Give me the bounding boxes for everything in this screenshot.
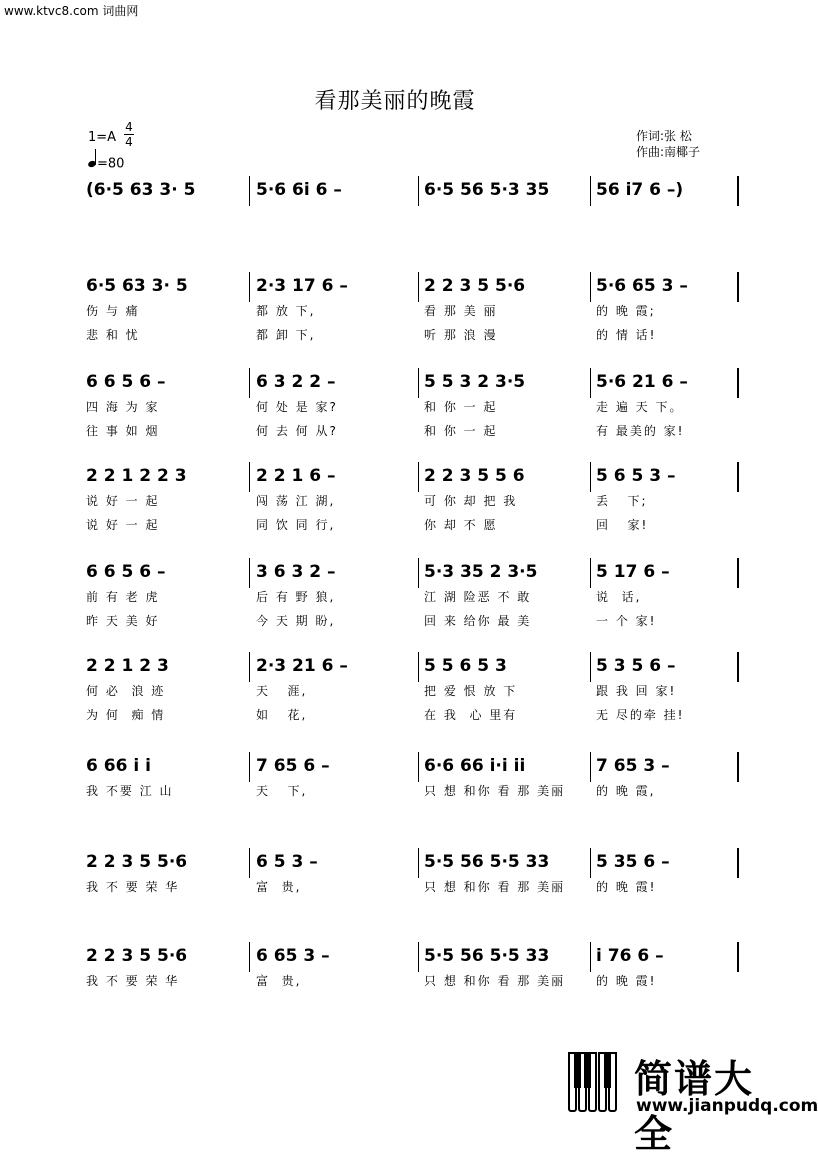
lyric-text: 听 那 浪 漫: [424, 328, 498, 342]
lyric-text: 我 不要 江 山: [86, 784, 174, 798]
barline: [418, 752, 419, 782]
measure-notes: 6 66 i i: [86, 756, 151, 776]
lyric-text: 和 你 一 起: [424, 424, 498, 438]
lyric-text: 前 有 老 虎: [86, 590, 160, 604]
barline: [737, 652, 739, 682]
time-signature-top: 4: [125, 120, 133, 134]
measure-notes: 6 5 3 –: [256, 852, 318, 872]
barline: [590, 848, 591, 878]
barline: [590, 368, 591, 398]
measure-notes: 5·5 56 5·5 33: [424, 852, 550, 872]
barline: [737, 752, 739, 782]
measure-notes: 2·3 21 6 –: [256, 656, 348, 676]
brand-url: www.jianpudq.com: [636, 1096, 818, 1116]
measure-notes: 56 i7 6 –): [596, 180, 684, 200]
barline: [418, 942, 419, 972]
lyric-text: 我 不 要 荣 华: [86, 880, 180, 894]
barline: [590, 272, 591, 302]
barline: [737, 848, 739, 878]
lyric-text: 的 晚 霞,: [596, 784, 656, 798]
barline: [249, 652, 250, 682]
lyric-text: 何 必 浪 迹: [86, 684, 166, 698]
lyric-text: 说 话,: [596, 590, 642, 604]
measure-notes: 5·6 6i 6 –: [256, 180, 342, 200]
lyric-text: 和 你 一 起: [424, 400, 498, 414]
lyric-text: 说 好 一 起: [86, 518, 160, 532]
lyricist: 作词:张 松: [636, 129, 692, 143]
barline: [590, 652, 591, 682]
lyric-text: 我 不 要 荣 华: [86, 974, 180, 988]
lyric-text: 富 贵,: [256, 974, 302, 988]
barline: [590, 462, 591, 492]
lyric-text: 天 下,: [256, 784, 308, 798]
barline: [737, 176, 739, 206]
measure-notes: (6·5 63 3· 5: [86, 180, 196, 200]
measure-notes: 2 2 3 5 5 6: [424, 466, 525, 486]
key-signature: 1=A: [88, 130, 117, 145]
lyric-text: 说 好 一 起: [86, 494, 160, 508]
lyric-text: 回 来 给你 最 美: [424, 614, 532, 628]
lyric-text: 一 个 家!: [596, 614, 657, 628]
barline: [737, 272, 739, 302]
barline: [249, 752, 250, 782]
lyric-text: 伤 与 痛: [86, 304, 140, 318]
lyric-text: 把 爱 恨 放 下: [424, 684, 518, 698]
lyric-text: 悲 和 忧: [86, 328, 140, 342]
composer: 作曲:南椰子: [636, 145, 701, 159]
barline: [737, 558, 739, 588]
barline: [418, 558, 419, 588]
measure-notes: 5 3 5 6 –: [596, 656, 676, 676]
piano-black-key: [574, 1052, 581, 1088]
barline: [418, 368, 419, 398]
piano-black-key: [584, 1052, 591, 1088]
brand-logo: [562, 1046, 818, 1156]
measure-notes: 2 2 3 5 5·6: [424, 276, 526, 296]
lyric-text: 只 想 和你 看 那 美丽: [424, 974, 566, 988]
lyric-text: 往 事 如 烟: [86, 424, 160, 438]
measure-notes: 5·5 56 5·5 33: [424, 946, 550, 966]
barline: [418, 462, 419, 492]
barline: [737, 942, 739, 972]
barline: [249, 848, 250, 878]
measure-notes: 5 6 5 3 –: [596, 466, 676, 486]
lyric-text: 只 想 和你 看 那 美丽: [424, 880, 566, 894]
lyric-text: 可 你 却 把 我: [424, 494, 518, 508]
lyric-text: 为 何 痴 情: [86, 708, 166, 722]
measure-notes: 7 65 6 –: [256, 756, 330, 776]
lyric-text: 跟 我 回 家!: [596, 684, 677, 698]
measure-notes: 5 17 6 –: [596, 562, 670, 582]
barline: [590, 752, 591, 782]
brand-name: 简谱大全: [634, 1057, 755, 1156]
song-title: 看那美丽的晚霞: [314, 89, 476, 114]
measure-notes: 2 2 3 5 5·6: [86, 852, 188, 872]
measure-notes: 2 2 3 5 5·6: [86, 946, 188, 966]
measure-notes: 7 65 3 –: [596, 756, 670, 776]
measure-notes: 5·6 65 3 –: [596, 276, 688, 296]
time-signature: [124, 120, 134, 149]
lyric-text: 四 海 为 家: [86, 400, 160, 414]
lyric-text: 都 放 下,: [256, 304, 316, 318]
lyric-text: 同 饮 同 行,: [256, 518, 336, 532]
lyric-text: 天 涯,: [256, 684, 308, 698]
measure-notes: 6·6 66 i·i ii: [424, 756, 526, 776]
measure-notes: 6·5 56 5·3 35: [424, 180, 550, 200]
measure-notes: 5 5 3 2 3·5: [424, 372, 526, 392]
barline: [590, 558, 591, 588]
lyric-text: 的 晚 霞!: [596, 880, 657, 894]
lyric-text: 的 情 话!: [596, 328, 657, 342]
barline: [418, 652, 419, 682]
lyric-text: 如 花,: [256, 708, 308, 722]
lyric-text: 闯 荡 江 湖,: [256, 494, 336, 508]
measure-notes: 5 35 6 –: [596, 852, 670, 872]
measure-notes: 5·6 21 6 –: [596, 372, 688, 392]
barline: [418, 176, 419, 206]
lyric-text: 的 晚 霞!: [596, 974, 657, 988]
measure-notes: 2 2 1 6 –: [256, 466, 336, 486]
tempo-marking: [88, 156, 124, 172]
measure-notes: 6 65 3 –: [256, 946, 330, 966]
lyric-text: 江 湖 险恶 不 敢: [424, 590, 532, 604]
lyric-text: 丢 下;: [596, 494, 648, 508]
lyric-text: 你 却 不 愿: [424, 518, 498, 532]
lyric-text: 回 家!: [596, 518, 649, 532]
lyric-text: 在 我 心 里有: [424, 708, 518, 722]
measure-notes: 6 6 5 6 –: [86, 562, 166, 582]
credits: [636, 128, 700, 160]
barline: [590, 176, 591, 206]
barline: [590, 942, 591, 972]
measure-notes: 5·3 35 2 3·5: [424, 562, 538, 582]
barline: [418, 272, 419, 302]
barline: [249, 272, 250, 302]
lyric-text: 何 去 何 从?: [256, 424, 338, 438]
measure-notes: 3 6 3 2 –: [256, 562, 336, 582]
measure-notes: i 76 6 –: [596, 946, 664, 966]
measure-notes: 6 6 5 6 –: [86, 372, 166, 392]
piano-keys-icon: [568, 1052, 626, 1112]
note-stem: [95, 149, 96, 165]
lyric-text: 有 最美的 家!: [596, 424, 685, 438]
barline: [249, 368, 250, 398]
lyric-text: 看 那 美 丽: [424, 304, 498, 318]
lyric-text: 的 晚 霞;: [596, 304, 656, 318]
site-watermark: www.ktvc8.com 词曲网: [4, 4, 139, 18]
barline: [249, 942, 250, 972]
lyric-text: 今 天 期 盼,: [256, 614, 336, 628]
lyric-text: 昨 天 美 好: [86, 614, 160, 628]
lyric-text: 后 有 野 狼,: [256, 590, 336, 604]
barline: [249, 462, 250, 492]
measure-notes: 6·5 63 3· 5: [86, 276, 188, 296]
tempo-value: =80: [97, 156, 125, 172]
barline: [737, 462, 739, 492]
measure-notes: 2·3 17 6 –: [256, 276, 348, 296]
lyric-text: 只 想 和你 看 那 美丽: [424, 784, 566, 798]
lyric-text: 都 卸 下,: [256, 328, 316, 342]
barline: [737, 368, 739, 398]
measure-notes: 5 5 6 5 3: [424, 656, 507, 676]
barline: [249, 558, 250, 588]
barline: [418, 848, 419, 878]
lyric-text: 无 尽的牵 挂!: [596, 708, 685, 722]
measure-notes: 2 2 1 2 2 3: [86, 466, 187, 486]
lyric-text: 富 贵,: [256, 880, 302, 894]
measure-notes: 2 2 1 2 3: [86, 656, 169, 676]
piano-black-key: [604, 1052, 611, 1088]
lyric-text: 走 遍 天 下。: [596, 400, 684, 414]
lyric-text: 何 处 是 家?: [256, 400, 338, 414]
measure-notes: 6 3 2 2 –: [256, 372, 336, 392]
barline: [249, 176, 250, 206]
time-signature-bottom: 4: [125, 135, 133, 149]
